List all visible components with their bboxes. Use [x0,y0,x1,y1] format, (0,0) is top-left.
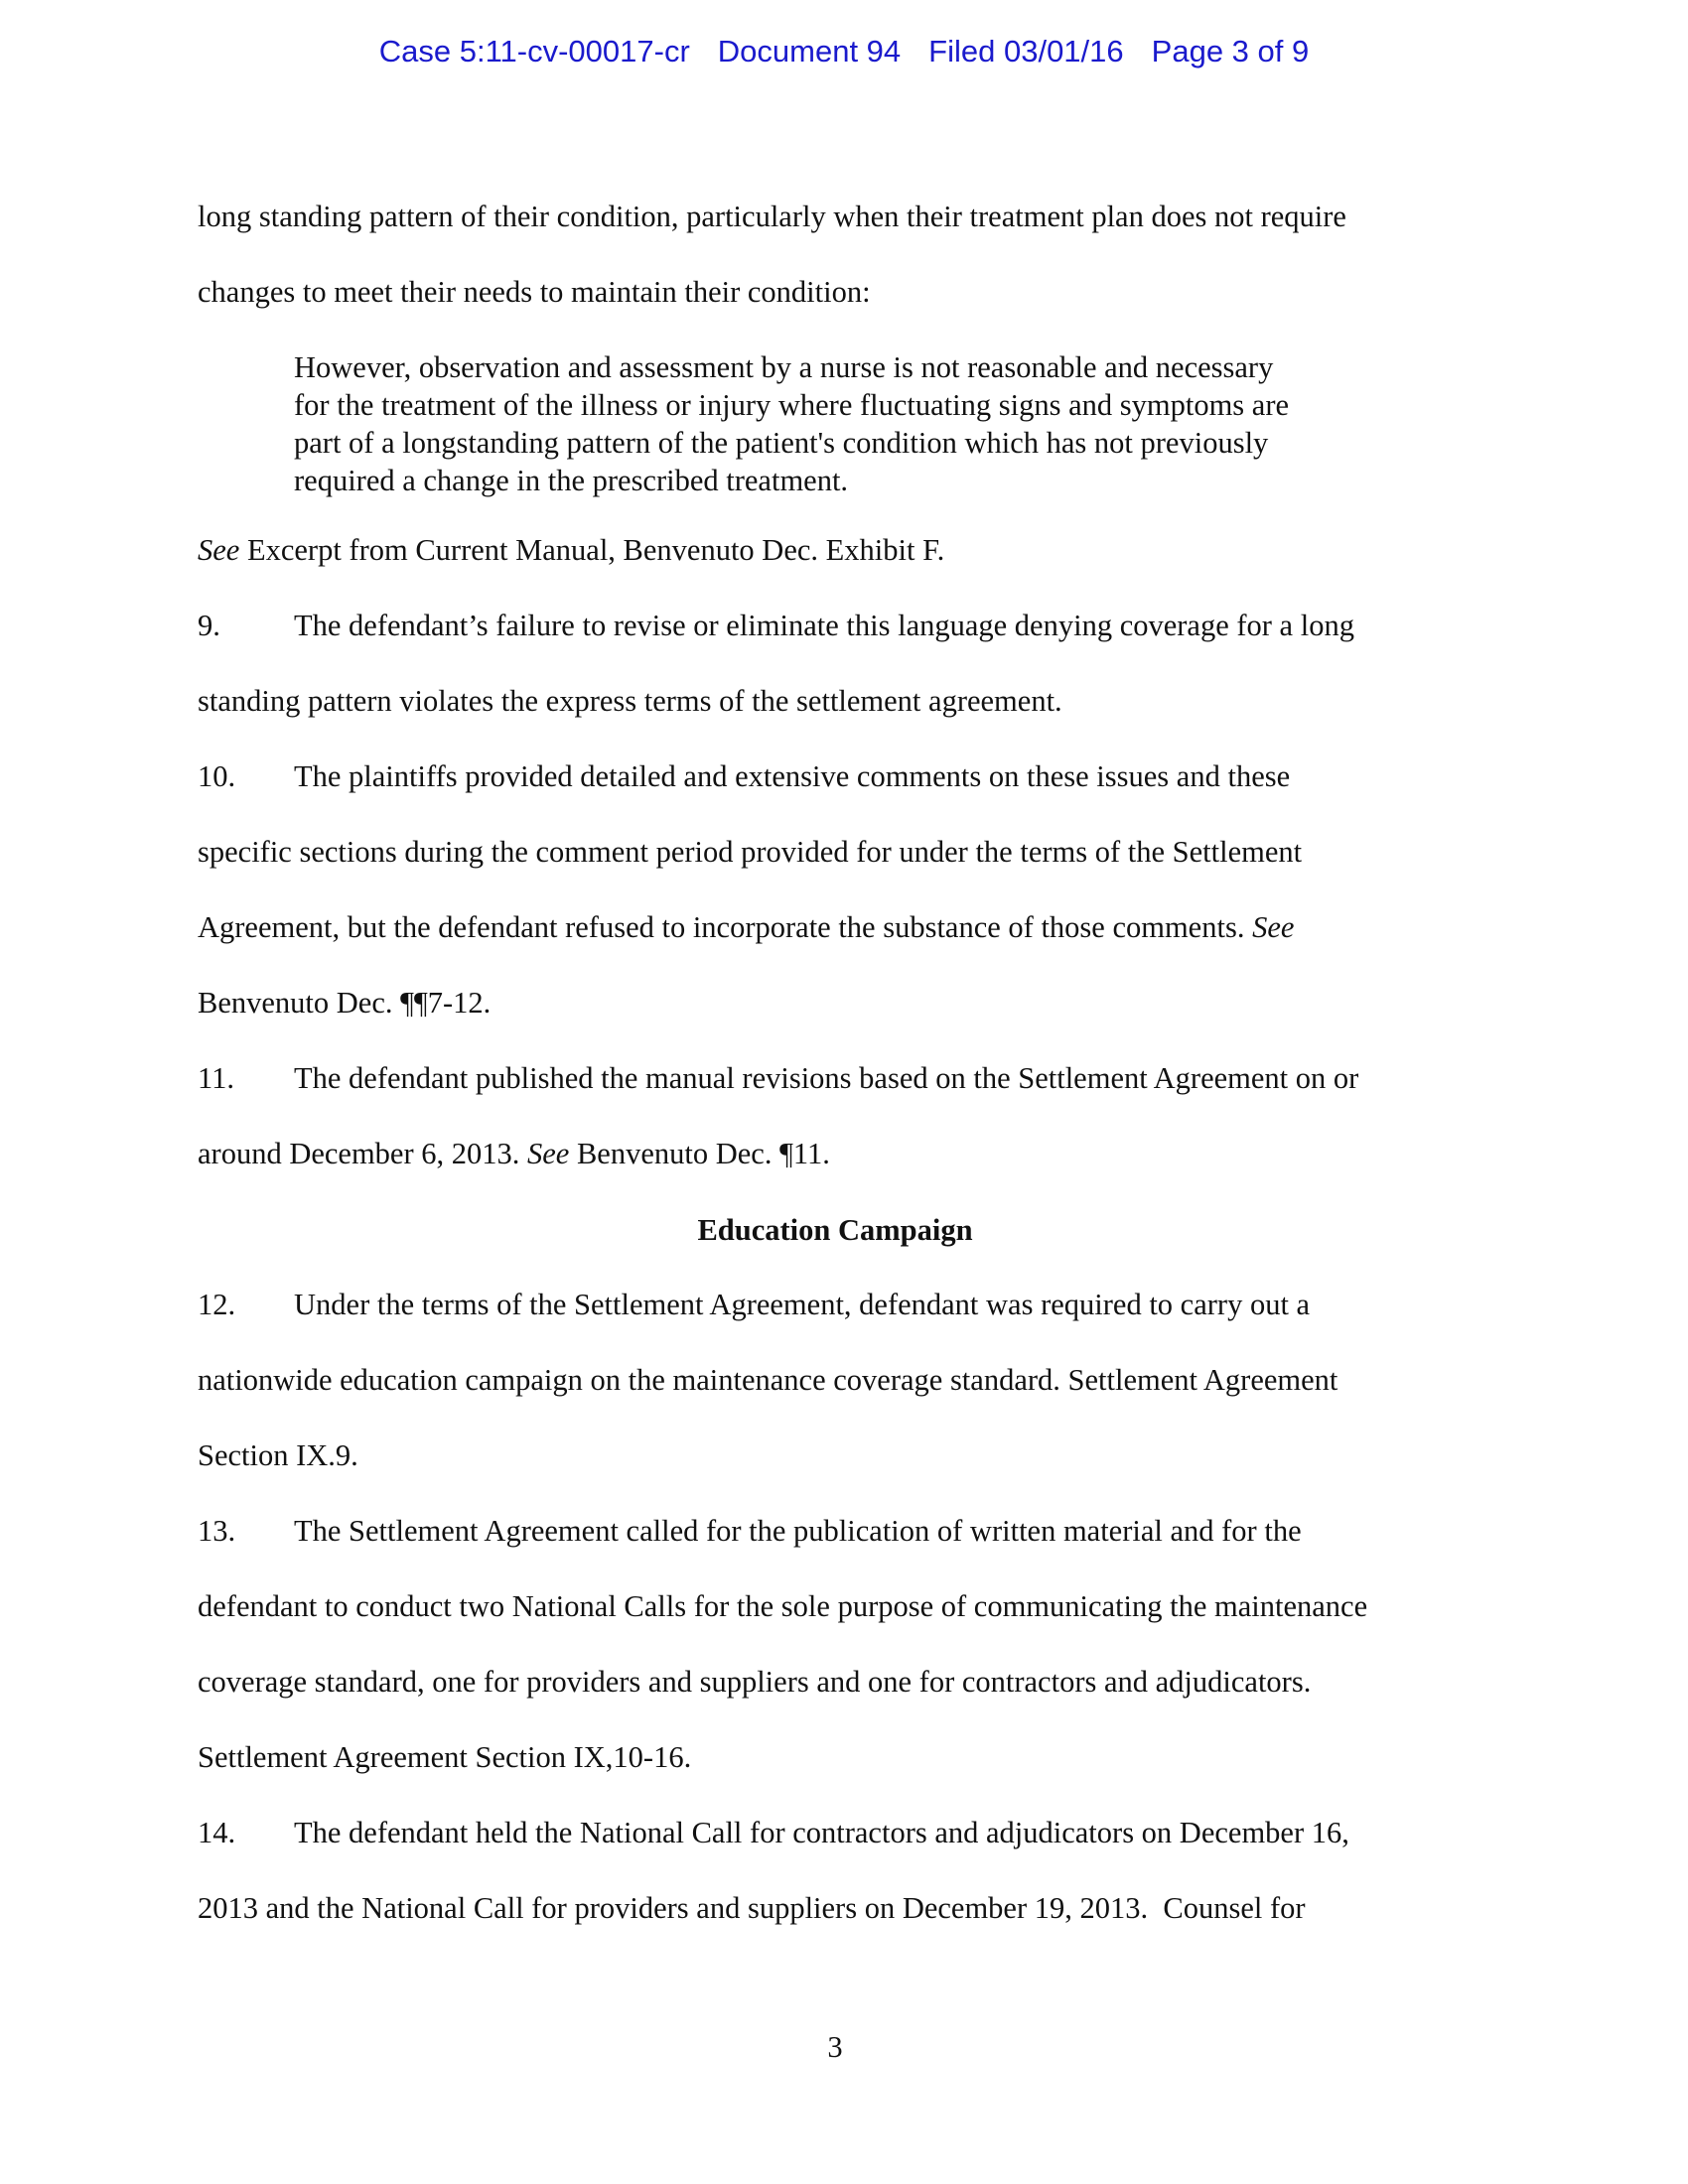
quote-line: required a change in the prescribed treatment. [294,464,849,497]
paragraph-text: around December 6, 2013. [198,1137,528,1170]
paragraph-text: Agreement, but the defendant refused to incorporate the substance of those comments. [198,910,1253,944]
document-number: Document 94 [717,34,902,68]
paragraph-text: The plaintiffs provided detailed and extensive comments on these issues and these [294,759,1291,793]
paragraph-number: 14. [198,1816,236,1849]
paragraph-number: 9. [198,609,220,642]
quote-line: for the treatment of the illness or injury where fluctuating signs and symptoms are [294,388,1290,422]
paragraph-text: Settlement Agreement Section IX,10-16. [198,1740,692,1774]
citation-signal: See [1252,910,1295,944]
paragraph-number: 13. [198,1514,236,1548]
paragraph-text: The defendant held the National Call for contractors and adjudicators on December 16, [294,1816,1349,1849]
paragraph-text: Benvenuto Dec. ¶¶7-12. [198,986,492,1020]
body-line: long standing pattern of their condition, particularly when their treatment plan does not require [198,200,1346,233]
ecf-header [0,34,1688,69]
section-heading: Education Campaign [697,1213,973,1247]
page-indicator: Page 3 of 9 [1151,34,1310,68]
case-number: Case 5:11-cv-00017-cr [378,34,690,68]
citation-signal: See [198,533,240,567]
paragraph-text: 2013 and the National Call for providers and suppliers on December 19, 2013. Counsel for [198,1891,1306,1925]
paragraph-text: Under the terms of the Settlement Agreement, defendant was required to carry out a [294,1288,1311,1321]
citation [198,532,944,568]
quote-line: However, observation and assessment by a nurse is not reasonable and necessary [294,350,1274,384]
paragraph-text: The defendant’s failure to revise or eliminate this language denying coverage for a long [294,609,1354,642]
citation-signal: See [527,1137,570,1170]
paragraph-text: defendant to conduct two National Calls for the sole purpose of communicating the maintenance [198,1589,1368,1623]
body-line: changes to meet their needs to maintain their condition: [198,275,871,309]
paragraph-text: nationwide education campaign on the maintenance coverage standard. Settlement Agreement [198,1363,1338,1397]
filed-date: Filed 03/01/16 [928,34,1124,68]
quote-line: part of a longstanding pattern of the patient's condition which has not previously [294,426,1269,460]
citation-text: Excerpt from Current Manual, Benvenuto Dec. Exhibit F. [239,533,945,567]
paragraph-text: Section IX.9. [198,1438,358,1472]
paragraph-number: 12. [198,1288,236,1321]
paragraph-text: The defendant published the manual revisions based on the Settlement Agreement on or [294,1061,1359,1095]
paragraph-number: 11. [198,1061,234,1095]
paragraph-text: coverage standard, one for providers and suppliers and one for contractors and adjudicators. [198,1665,1312,1699]
paragraph-number: 10. [198,759,236,793]
paragraph-text: Benvenuto Dec. ¶11. [569,1137,830,1170]
paragraph-text: standing pattern violates the express terms of the settlement agreement. [198,684,1062,718]
paragraph-text: specific sections during the comment period provided for under the terms of the Settlement [198,835,1303,869]
paragraph-text: The Settlement Agreement called for the publication of written material and for the [294,1514,1302,1548]
page-number: 3 [827,2030,843,2064]
